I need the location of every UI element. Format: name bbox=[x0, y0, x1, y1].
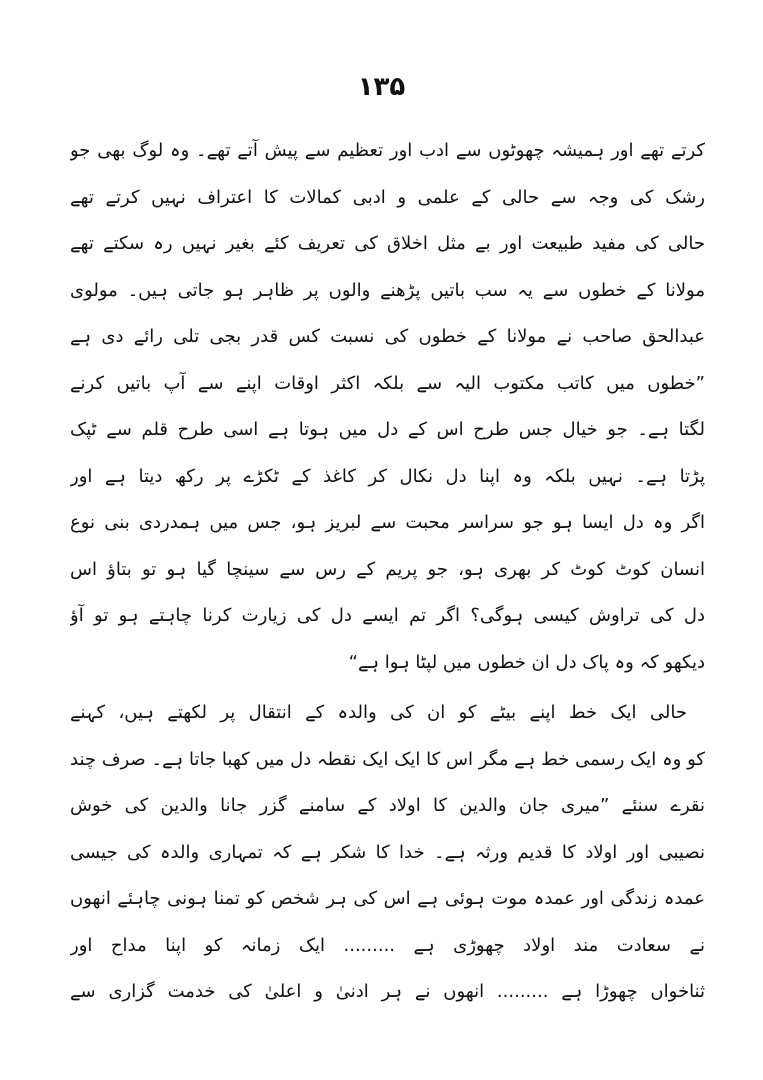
text-line-1: کرتے تھے اور ہمیشہ چھوٹوں سے ادب اور تعظیم سے پیش آتے تھے۔ وہ لوگ بھی جو bbox=[70, 140, 705, 161]
text-line-16: نصیبی اور اولاد کا قدیم ورثہ ہے۔ خدا کا شکر ہے کہ تمہاری والدہ کی جیسی bbox=[70, 841, 705, 863]
text-line-12: دیکھو کہ وہ پاک دل ان خطوں میں لپٹا ہوا ہے“ bbox=[348, 651, 705, 673]
text-line-14: کو وہ ایک رسمی خط ہے مگر اس کا ایک ایک نقطہ دل میں کھبا جاتا ہے۔ صرف چند bbox=[70, 748, 705, 770]
text-line-8: پڑتا ہے۔ نہیں بلکہ وہ اپنا دل نکال کر کاغذ کے ٹکڑے پر رکھ دیتا ہے اور bbox=[70, 465, 705, 487]
text-line-15: نقرے سنئے ”میری جان والدین کا اولاد کے سامنے گزر جانا والدین کی خوش bbox=[70, 795, 705, 816]
text-line-13: حالی ایک خط اپنے بیٹے کو ان کی والدہ کے انتقال پر لکھتے ہیں، کہنے bbox=[70, 702, 687, 723]
text-line-3: حالی کی مفید طبیعت اور بے مثل اخلاق کی تعریف کئے بغیر نہیں رہ سکتے تھے bbox=[70, 233, 705, 254]
text-line-7: لگتا ہے۔ جو خیال جس طرح اس کے دل میں ہوتا ہے اسی طرح قلم سے ٹپک bbox=[70, 419, 705, 440]
text-line-17: عمدہ زندگی اور عمدہ موت ہوئی ہے اس کی ہر شخص کو تمنا ہونی چاہئے انھوں bbox=[70, 888, 705, 909]
text-line-4: مولانا کے خطوں سے یہ سب باتیں پڑھنے والوں پر ظاہر ہو جاتی ہیں۔ مولوی bbox=[70, 279, 705, 301]
text-line-9: اگر وہ دل ایسا ہو جو سراسر محبت سے لبریز ہو، جس میں ہمدردی بنی نوع bbox=[70, 512, 705, 533]
text-line-6: ”خطوں میں کاتب مکتوب الیہ سے بلکہ اکثر اوقات اپنے سے آپ باتیں کرنے bbox=[70, 372, 705, 394]
body-text bbox=[70, 128, 705, 1016]
text-line-10: انسان کوٹ کوٹ کر بھری ہو، جو پریم کے رس سے سینچا گیا ہو تو بتاؤ اس bbox=[70, 558, 705, 580]
page-number: ۱۳۵ bbox=[357, 72, 406, 102]
text-line-18: نے سعادت مند اولاد چھوڑی ہے ......... ایک زمانہ کو اپنا مداح اور bbox=[70, 934, 705, 956]
text-line-11: دل کی تراوش کیسی ہوگی؟ اگر تم ایسے دل کی زیارت کرنا چاہتے ہو تو آؤ bbox=[70, 605, 705, 626]
text-line-19: ثناخواں چھوڑا ہے ......... انھوں نے ہر ادنیٰ و اعلیٰ کی خدمت گزاری سے bbox=[70, 981, 705, 1002]
text-line-5: عبدالحق صاحب نے مولانا کے خطوں کی نسبت کس قدر بجی تلی رائے دی ہے bbox=[70, 326, 705, 347]
text-line-2: رشک کی وجہ سے حالی کے علمی و ادبی کمالات کا اعتراف نہیں کرتے تھے bbox=[70, 186, 705, 208]
